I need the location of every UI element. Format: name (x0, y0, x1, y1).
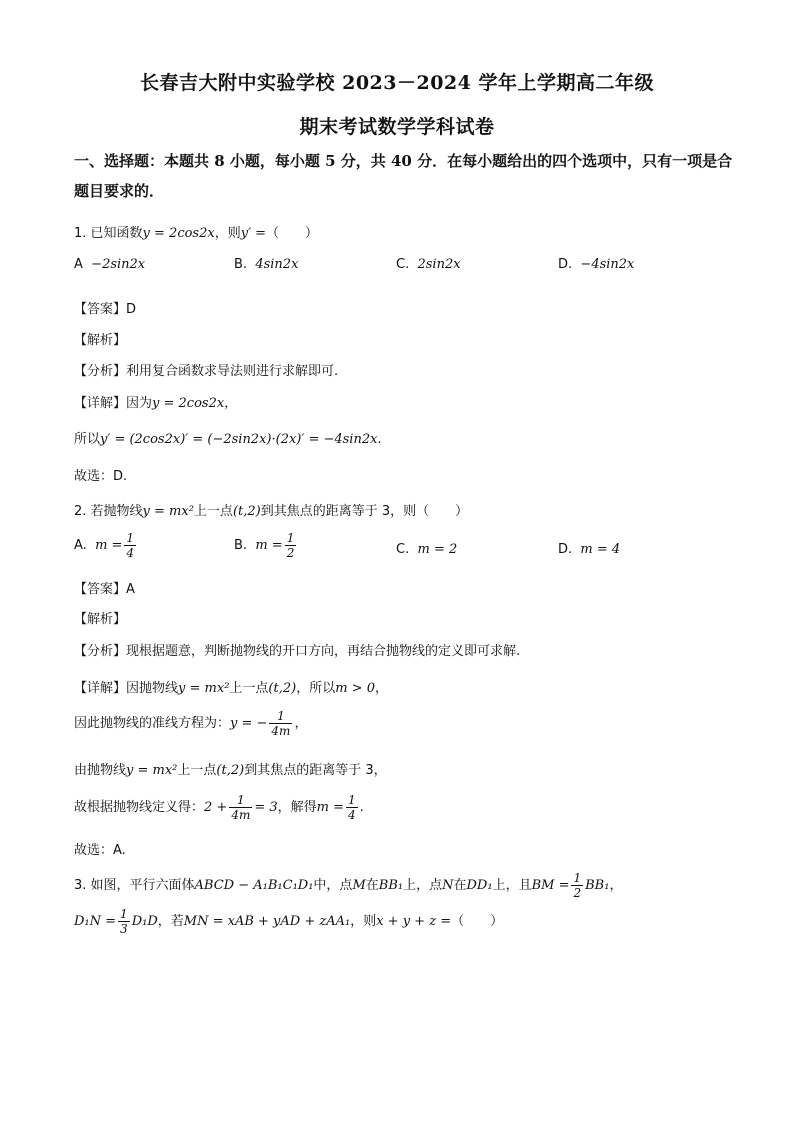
q1-detail2-prefix: 所以 (74, 432, 101, 447)
q2-d1-point: (t,2) (268, 681, 297, 696)
q3-l1-N: N (442, 878, 454, 893)
q1-analysis-tag: 【解析】 (74, 333, 127, 348)
q2-d4-fraction (229, 793, 252, 822)
q3-l1-post: BB₁ (585, 878, 610, 893)
q3-l1-den: 2 (573, 886, 582, 900)
q2-d3-b: 上一点 (177, 763, 217, 778)
q2-option-b-label: B. (234, 538, 248, 553)
q2-stem-suffix: 到其焦点的距离等于 3，则（ ） (260, 504, 469, 519)
q2-option-c-label: C. (396, 542, 410, 557)
q2-option-a-num: 1 (126, 531, 135, 545)
q1-answer (74, 298, 136, 317)
q2-answer (74, 578, 135, 597)
q1-option-a (74, 257, 145, 272)
q2-option-b-num: 1 (286, 531, 295, 545)
q2-stem-expr: y = mx² (142, 504, 194, 519)
q1-detail1-expr: y = 2cos2x， (152, 396, 238, 411)
section-heading: 一、选择题：本题共 8 小题，每小题 5 分，共 40 分．在每小题给出的四个选项中，只有一项是合题目要求的． (74, 152, 733, 200)
q2-d3-a: 由抛物线 (74, 763, 127, 778)
q2-d3-expr: y = mx² (126, 763, 178, 778)
q2-option-d-text: m = 4 (580, 542, 621, 557)
q1-option-c (396, 257, 461, 272)
q2-d4-pre: 2 + (204, 800, 228, 815)
q2-d4-c: . (359, 800, 364, 815)
q2-detail-line4 (74, 793, 364, 822)
q2-option-c (396, 542, 457, 557)
exam-title-line2: 期末考试数学学科试卷 (299, 116, 495, 138)
q3-l2-expr2: x + y + z = (376, 914, 452, 929)
q1-detail-tag: 【详解】 (74, 396, 127, 411)
q2-d4-a: 故根据抛物线定义得： (74, 800, 205, 815)
q3-l1-f: 上，且 (492, 878, 532, 893)
q1-detail-line2 (74, 428, 382, 447)
q2-fenxi-tag: 【分析】 (74, 644, 127, 659)
q2-d1-b: 上一点 (229, 681, 269, 696)
q1-stem-mid: ，则 (214, 226, 241, 241)
q2-option-a-pre: m = (95, 538, 123, 553)
q1-fenxi-text: 利用复合函数求导法则进行求解即可. (126, 364, 339, 379)
q2-d1-d: ， (374, 681, 388, 696)
q1-fenxi (74, 360, 338, 379)
exam-title-line1: 长春吉大附中实验学校 2023－2024 学年上学期高二年级 (140, 72, 654, 94)
q3-l1-c: 在 (365, 878, 379, 893)
q2-detail-tag: 【详解】 (74, 681, 127, 696)
q2-choose: 故选：A. (74, 843, 126, 858)
q2-d4-den2: 4 (348, 808, 356, 822)
q2-d3-c: 到其焦点的距离等于 3， (244, 763, 387, 778)
q1-option-b (234, 257, 298, 272)
q1-stem-expr2: y′ = (240, 226, 267, 241)
q2-d2-num: 1 (269, 709, 292, 724)
q1-answer-tag: 【答案】 (74, 302, 127, 317)
q1-option-b-label: B. (234, 257, 248, 272)
q1-detail2-expr: y′ = (2cos2x)′ = (−2sin2x)·(2x)′ = −4sin2x (100, 432, 378, 447)
q1-stem-expr: y = 2cos2x (142, 226, 215, 241)
q2-d1-a: 因抛物线 (126, 681, 179, 696)
q2-fenxi (74, 640, 520, 659)
q3-l2-pre: D₁N = (74, 914, 117, 929)
q2-answer-tag: 【答案】 (74, 582, 127, 597)
q3-stem-line2 (74, 907, 503, 936)
q1-fenxi-tag: 【分析】 (74, 364, 127, 379)
q2-option-b-fraction (285, 531, 297, 560)
q2-d4-b: ，解得 (277, 800, 317, 815)
q1-choose: 故选：D. (74, 469, 128, 484)
q2-option-d (558, 542, 620, 557)
q2-option-c-text: m = 2 (417, 542, 458, 557)
q3-l2-a: ，若 (157, 914, 184, 929)
q2-option-a-fraction (124, 531, 136, 560)
q1-option-a-text: −2sin2x (91, 257, 146, 272)
q2-answer-value: A (126, 582, 135, 597)
q2-detail-line3 (74, 759, 387, 778)
q3-l2-b: ，则 (350, 914, 377, 929)
q2-d1-expr2: m > 0 (335, 681, 375, 696)
q3-l1-DD1: DD₁ (466, 878, 493, 893)
q1-option-c-label: C. (396, 257, 410, 272)
q2-d2-b: ， (294, 716, 308, 731)
q3-l1-expr: ABCD − A₁B₁C₁D₁ (194, 878, 314, 893)
q2-stem-point: (t,2) (232, 504, 261, 519)
q2-d4-num: 1 (229, 793, 252, 808)
q2-d4-fraction2 (346, 793, 358, 822)
q2-d3-point: (t,2) (216, 763, 245, 778)
q3-l2-c: （ ） (451, 914, 504, 929)
q1-detail1-prefix: 因为 (126, 396, 153, 411)
q1-option-c-text: 2sin2x (417, 257, 461, 272)
q1-answer-value: D (126, 302, 137, 317)
q1-option-d (558, 257, 634, 272)
q2-d4-pre2: m = (316, 800, 344, 815)
q3-l1-pre: BM = (531, 878, 570, 893)
q3-l1-e: 在 (453, 878, 467, 893)
q2-d2-a: 因此抛物线的准线方程为： (74, 716, 231, 731)
q3-l2-expr: MN = xAB + yAD + zAA₁ (183, 914, 351, 929)
q2-d2-fraction (269, 709, 292, 738)
q2-d4-den: 4m (231, 808, 251, 822)
q2-d1-expr: y = mx² (178, 681, 230, 696)
q3-l1-fraction (571, 871, 583, 900)
q2-stem-prefix: 2. 若抛物线 (74, 504, 143, 519)
q2-d4-num2: 1 (348, 793, 356, 807)
q2-d2-den: 4m (271, 724, 291, 738)
q2-option-b-den: 2 (286, 546, 295, 560)
q3-l2-post: D₁D (131, 914, 158, 929)
q1-stem-suffix: （ ） (266, 226, 319, 241)
q2-detail-line1 (74, 677, 388, 696)
q2-stem-mid: 上一点 (193, 504, 233, 519)
q1-detail-line1 (74, 392, 237, 411)
q3-l2-num: 1 (120, 907, 128, 921)
q2-option-b (234, 531, 298, 560)
q3-l1-g: ， (609, 878, 623, 893)
q3-l1-num: 1 (573, 871, 582, 885)
q2-fenxi-text: 现根据题意，判断抛物线的开口方向，再结合抛物线的定义即可求解. (126, 644, 521, 659)
q2-d1-c: ，所以 (296, 681, 336, 696)
q2-stem (74, 500, 468, 519)
q2-option-a-label: A. (74, 538, 87, 553)
q2-option-d-label: D. (558, 542, 573, 557)
q3-l1-a: 3. 如图，平行六面体 (74, 878, 195, 893)
q2-option-b-pre: m = (255, 538, 283, 553)
q2-d2-pre: y = − (230, 716, 268, 731)
q2-detail-line2 (74, 709, 307, 738)
q1-option-b-text: 4sin2x (255, 257, 299, 272)
q1-stem (74, 222, 318, 241)
q2-analysis-tag: 【解析】 (74, 612, 127, 627)
q2-option-a-den: 4 (126, 546, 135, 560)
q3-stem-line1 (74, 871, 622, 900)
q3-l1-d: 上，点 (403, 878, 443, 893)
q1-option-a-label: A (74, 257, 83, 272)
q3-l2-fraction (118, 907, 130, 936)
q3-l2-den: 3 (120, 922, 128, 936)
q1-option-d-text: −4sin2x (580, 257, 635, 272)
q2-option-a (74, 531, 138, 560)
q2-d4-post: = 3 (254, 800, 278, 815)
q3-l1-BB1: BB₁ (378, 878, 404, 893)
q1-stem-prefix: 1. 已知函数 (74, 226, 143, 241)
q1-detail2-suffix: . (377, 432, 382, 447)
q3-l1-b: 中，点 (313, 878, 353, 893)
q3-l1-M: M (352, 878, 366, 893)
q1-option-d-label: D. (558, 257, 573, 272)
